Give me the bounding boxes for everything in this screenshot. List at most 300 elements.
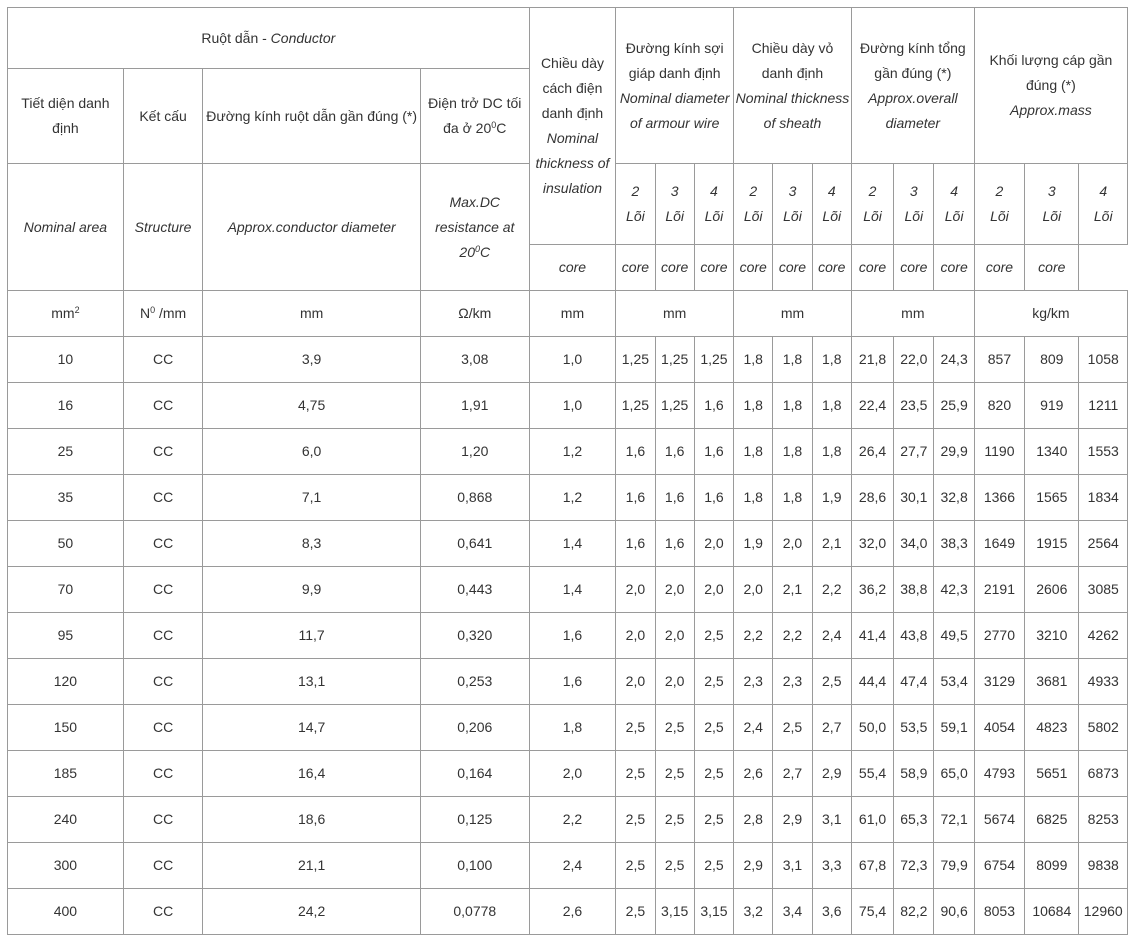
table-row	[8, 705, 1128, 751]
table-cell: 0,868	[420, 475, 529, 521]
table-cell: 2,5	[616, 705, 655, 751]
table-cell: 2,0	[616, 567, 655, 613]
overall-header	[851, 8, 974, 164]
unit-overall: mm	[851, 291, 974, 337]
table-row	[8, 797, 1128, 843]
table-cell: 2,0	[655, 567, 694, 613]
table-cell: 0,320	[420, 613, 529, 659]
core-num: 4	[950, 183, 959, 199]
table-cell: 27,7	[894, 429, 934, 475]
table-cell: 2,5	[694, 659, 733, 705]
table-cell: 43,8	[894, 613, 934, 659]
table-cell: 2,2	[529, 797, 616, 843]
table-cell: 25	[8, 429, 124, 475]
table-cell: 10684	[1025, 889, 1079, 935]
table-cell: 3,15	[694, 889, 733, 935]
sheath-header	[734, 8, 852, 164]
core-num: 4	[827, 183, 836, 199]
table-cell: 1,6	[694, 475, 733, 521]
table-cell: 857	[974, 337, 1024, 383]
table-cell: 6,0	[203, 429, 421, 475]
sheath-core-2	[734, 164, 773, 245]
table-cell: 0,641	[420, 521, 529, 567]
core-vi: Lõi	[1093, 208, 1113, 224]
core-num: 2	[868, 183, 877, 199]
table-row	[8, 659, 1128, 705]
table-cell: 55,4	[851, 751, 893, 797]
table-cell: 4793	[974, 751, 1024, 797]
table-cell: 1,6	[694, 383, 733, 429]
table-cell: 2,5	[694, 797, 733, 843]
conductor-diameter-en: Approx.conductor diameter	[203, 164, 421, 291]
table-cell: 2,7	[773, 751, 812, 797]
table-cell: 2,2	[812, 567, 851, 613]
sheath-core-2-en: core	[694, 245, 733, 291]
table-cell: 2,5	[655, 843, 694, 889]
table-cell: 1,8	[734, 383, 773, 429]
sheath-core-3	[773, 164, 812, 245]
table-cell: 32,8	[934, 475, 974, 521]
table-cell: 1,25	[616, 383, 655, 429]
sheath-core-4	[812, 164, 851, 245]
table-cell: 2770	[974, 613, 1024, 659]
table-cell: 65,0	[934, 751, 974, 797]
table-cell: 3,1	[773, 843, 812, 889]
overall-core-3-en: core	[851, 245, 893, 291]
table-cell: 1058	[1079, 337, 1128, 383]
insulation-vi: Chiều dày cách điện danh định	[540, 55, 604, 121]
armour-core-3	[655, 164, 694, 245]
table-row	[8, 429, 1128, 475]
unit-insulation: mm	[529, 291, 616, 337]
table-cell: 1565	[1025, 475, 1079, 521]
table-cell: 50,0	[851, 705, 893, 751]
table-cell: 28,6	[851, 475, 893, 521]
table-cell: 23,5	[894, 383, 934, 429]
sheath-en: Nominal thickness of sheath	[735, 89, 850, 131]
table-cell: 1,25	[655, 383, 694, 429]
table-cell: 2,6	[734, 751, 773, 797]
table-cell: CC	[123, 889, 203, 935]
table-cell: 3,4	[773, 889, 812, 935]
armour-core-2-en: core	[529, 245, 616, 291]
table-row	[8, 383, 1128, 429]
table-cell: 18,6	[203, 797, 421, 843]
table-cell: 2,2	[773, 613, 812, 659]
table-cell: 2,2	[734, 613, 773, 659]
table-row	[8, 567, 1128, 613]
table-cell: 2,5	[773, 705, 812, 751]
table-cell: 3085	[1079, 567, 1128, 613]
table-cell: CC	[123, 659, 203, 705]
dc-resistance-en	[420, 164, 529, 291]
table-cell: 8253	[1079, 797, 1128, 843]
table-cell: 53,4	[934, 659, 974, 705]
mass-core-4	[1079, 164, 1128, 245]
unit-structure	[123, 291, 203, 337]
table-cell: 1,6	[616, 521, 655, 567]
table-cell: 0,100	[420, 843, 529, 889]
table-cell: 58,9	[894, 751, 934, 797]
armour-header	[616, 8, 734, 164]
core-num: 3	[670, 183, 679, 199]
table-cell: 2,9	[773, 797, 812, 843]
table-cell: 1834	[1079, 475, 1128, 521]
table-cell: 21,1	[203, 843, 421, 889]
table-cell: 1,6	[694, 429, 733, 475]
table-cell: 2,4	[812, 613, 851, 659]
table-cell: 1,8	[773, 383, 812, 429]
mass-core-4-en: core	[1025, 245, 1079, 291]
table-cell: 1,4	[529, 521, 616, 567]
table-cell: 2,3	[773, 659, 812, 705]
table-cell: CC	[123, 521, 203, 567]
table-cell: 0,125	[420, 797, 529, 843]
table-cell: 72,3	[894, 843, 934, 889]
core-vi: Lõi	[904, 208, 924, 224]
table-cell: 22,4	[851, 383, 893, 429]
overall-core-2-en: core	[812, 245, 851, 291]
table-cell: 2,3	[734, 659, 773, 705]
table-cell: 2,5	[655, 797, 694, 843]
table-cell: 2,1	[812, 521, 851, 567]
core-vi: Lõi	[944, 208, 964, 224]
table-cell: 120	[8, 659, 124, 705]
table-cell: 9,9	[203, 567, 421, 613]
table-cell: 2,5	[812, 659, 851, 705]
table-cell: 2606	[1025, 567, 1079, 613]
table-cell: CC	[123, 383, 203, 429]
unit-resistance: Ω/km	[420, 291, 529, 337]
table-cell: 1,8	[812, 429, 851, 475]
overall-vi: Đường kính tổng gần đúng (*)	[859, 39, 966, 81]
unit-area	[8, 291, 124, 337]
table-cell: 3,15	[655, 889, 694, 935]
sheath-core-4-en: core	[773, 245, 812, 291]
table-cell: 0,0778	[420, 889, 529, 935]
table-cell: 2,6	[529, 889, 616, 935]
table-cell: 42,3	[934, 567, 974, 613]
table-cell: 1,6	[655, 475, 694, 521]
sheath-core-3-en: core	[734, 245, 773, 291]
table-cell: 0,253	[420, 659, 529, 705]
table-row	[8, 751, 1128, 797]
table-row	[8, 337, 1128, 383]
table-cell: 2,0	[616, 659, 655, 705]
dc-en-line: Max.DC resistance at	[435, 193, 515, 235]
table-cell: 3681	[1025, 659, 1079, 705]
table-cell: 11,7	[203, 613, 421, 659]
core-num: 3	[788, 183, 797, 199]
table-row	[8, 475, 1128, 521]
armour-core-3-en: core	[616, 245, 655, 291]
unit-structure-pre: N	[139, 305, 151, 321]
table-cell: 2,1	[773, 567, 812, 613]
table-cell: 75,4	[851, 889, 893, 935]
mass-vi: Khối lượng cáp gần đúng (*)	[989, 52, 1113, 93]
table-cell: 4054	[974, 705, 1024, 751]
table-cell: 1,0	[529, 337, 616, 383]
table-cell: 6825	[1025, 797, 1079, 843]
table-cell: 2,0	[529, 751, 616, 797]
armour-core-2	[616, 164, 655, 245]
table-cell: 65,3	[894, 797, 934, 843]
table-cell: 38,3	[934, 521, 974, 567]
table-cell: 2,5	[655, 751, 694, 797]
table-cell: 3,08	[420, 337, 529, 383]
table-cell: 1,8	[734, 475, 773, 521]
table-cell: 41,4	[851, 613, 893, 659]
table-cell: 30,1	[894, 475, 934, 521]
table-cell: 1,8	[812, 337, 851, 383]
core-vi: Lõi	[626, 208, 645, 224]
units-row	[8, 291, 1128, 337]
table-cell: 1,8	[773, 337, 812, 383]
table-cell: 1,6	[529, 659, 616, 705]
structure-en: Structure	[123, 164, 203, 291]
table-cell: 2,0	[655, 613, 694, 659]
table-cell: 2,0	[694, 521, 733, 567]
table-cell: 79,9	[934, 843, 974, 889]
unit-structure-sup: 0	[150, 305, 156, 315]
table-cell: 9838	[1079, 843, 1128, 889]
table-cell: 2,5	[655, 705, 694, 751]
table-cell: 1,9	[812, 475, 851, 521]
table-cell: CC	[123, 475, 203, 521]
table-cell: 70	[8, 567, 124, 613]
table-cell: 82,2	[894, 889, 934, 935]
armour-vi: Đường kính sợi giáp danh định	[625, 39, 724, 81]
mass-header	[974, 8, 1127, 164]
core-vi: Lõi	[704, 208, 724, 224]
unit-armour: mm	[616, 291, 734, 337]
table-cell: 47,4	[894, 659, 934, 705]
table-cell: 1915	[1025, 521, 1079, 567]
table-row	[8, 521, 1128, 567]
table-cell: 8053	[974, 889, 1024, 935]
core-num: 2	[631, 183, 640, 199]
table-cell: 1,91	[420, 383, 529, 429]
overall-core-4	[934, 164, 974, 245]
unit-mass: kg/km	[974, 291, 1127, 337]
table-cell: CC	[123, 337, 203, 383]
table-cell: 1,0	[529, 383, 616, 429]
table-cell: 1,2	[529, 475, 616, 521]
table-cell: 16	[8, 383, 124, 429]
table-cell: 0,164	[420, 751, 529, 797]
table-cell: 2,5	[694, 751, 733, 797]
table-cell: 0,443	[420, 567, 529, 613]
dc-en-post: C	[480, 243, 491, 260]
table-cell: 21,8	[851, 337, 893, 383]
table-cell: 26,4	[851, 429, 893, 475]
table-cell: 59,1	[934, 705, 974, 751]
table-cell: 2,0	[655, 659, 694, 705]
dc-en-sup: 0	[474, 243, 480, 254]
table-cell: 38,8	[894, 567, 934, 613]
table-cell: 1190	[974, 429, 1024, 475]
table-cell: 72,1	[934, 797, 974, 843]
table-cell: 1,8	[773, 475, 812, 521]
mass-core-3	[1025, 164, 1079, 245]
table-cell: 4,75	[203, 383, 421, 429]
core-num: 2	[749, 183, 758, 199]
armour-core-4-en: core	[655, 245, 694, 291]
table-cell: 1,8	[734, 429, 773, 475]
table-cell: CC	[123, 613, 203, 659]
table-cell: 1,25	[694, 337, 733, 383]
table-cell: 240	[8, 797, 124, 843]
table-cell: 24,2	[203, 889, 421, 935]
table-cell: 2191	[974, 567, 1024, 613]
table-cell: 2,5	[616, 889, 655, 935]
table-cell: 2,9	[812, 751, 851, 797]
table-cell: 34,0	[894, 521, 934, 567]
armour-core-4	[694, 164, 733, 245]
table-cell: 3210	[1025, 613, 1079, 659]
table-cell: 1,8	[734, 337, 773, 383]
table-cell: 2,9	[734, 843, 773, 889]
table-cell: 1,4	[529, 567, 616, 613]
table-cell: 67,8	[851, 843, 893, 889]
table-cell: 10	[8, 337, 124, 383]
table-cell: 185	[8, 751, 124, 797]
insulation-header	[529, 8, 616, 245]
core-vi: Lõi	[1042, 208, 1062, 224]
table-cell: 1,25	[655, 337, 694, 383]
table-cell: 36,2	[851, 567, 893, 613]
table-cell: 2,5	[694, 613, 733, 659]
core-vi: Lõi	[822, 208, 842, 224]
table-cell: 7,1	[203, 475, 421, 521]
table-cell: 95	[8, 613, 124, 659]
table-cell: 8,3	[203, 521, 421, 567]
table-cell: 1553	[1079, 429, 1128, 475]
table-cell: 3,6	[812, 889, 851, 935]
table-cell: 1,6	[655, 429, 694, 475]
table-row	[8, 889, 1128, 935]
data-rows	[8, 337, 1128, 935]
insulation-en: Nominal thickness of insulation	[535, 130, 610, 196]
core-num: 2	[995, 183, 1004, 199]
overall-core-3	[894, 164, 934, 245]
table-cell: 6873	[1079, 751, 1128, 797]
unit-conductor-diameter: mm	[203, 291, 421, 337]
table-cell: 2,5	[616, 751, 655, 797]
table-cell: CC	[123, 567, 203, 613]
table-cell: 6754	[974, 843, 1024, 889]
structure-vi: Kết cấu	[123, 69, 203, 164]
table-cell: 4823	[1025, 705, 1079, 751]
unit-area-sup: 2	[74, 305, 80, 315]
core-vi: Lõi	[783, 208, 802, 224]
table-cell: 2,5	[694, 705, 733, 751]
table-cell: 1,6	[529, 613, 616, 659]
core-vi: Lõi	[743, 208, 763, 224]
table-cell: 2,5	[616, 843, 655, 889]
table-cell: 2,0	[773, 521, 812, 567]
dc-vi-sup: 0	[491, 120, 497, 130]
core-vi: Lõi	[863, 208, 882, 224]
overall-core-4-en: core	[894, 245, 934, 291]
table-cell: 50	[8, 521, 124, 567]
nominal-area-vi: Tiết diện danh định	[8, 69, 124, 164]
dc-vi-post: C	[496, 120, 507, 136]
mass-core-3-en: core	[974, 245, 1024, 291]
table-cell: 4933	[1079, 659, 1128, 705]
table-cell: 1649	[974, 521, 1024, 567]
table-cell: 919	[1025, 383, 1079, 429]
table-cell: 2,5	[616, 797, 655, 843]
table-cell: 13,1	[203, 659, 421, 705]
table-cell: CC	[123, 797, 203, 843]
unit-area-text: mm	[51, 305, 75, 321]
table-cell: 300	[8, 843, 124, 889]
table-cell: 2,7	[812, 705, 851, 751]
table-cell: 44,4	[851, 659, 893, 705]
table-cell: 24,3	[934, 337, 974, 383]
dc-resistance-vi	[420, 69, 529, 164]
table-cell: 3,3	[812, 843, 851, 889]
table-cell: CC	[123, 751, 203, 797]
overall-en: Approx.overall diameter	[868, 89, 958, 131]
core-vi: Lõi	[665, 208, 684, 224]
table-cell: 14,7	[203, 705, 421, 751]
conductor-vi: Ruột dẫn -	[201, 29, 271, 46]
conductor-group-header	[8, 8, 530, 69]
table-cell: 32,0	[851, 521, 893, 567]
table-cell: CC	[123, 705, 203, 751]
core-num: 3	[1047, 183, 1056, 199]
dc-vi-pre: Điện trở DC tối đa ở 20	[428, 95, 522, 136]
table-cell: 2564	[1079, 521, 1128, 567]
table-cell: 4262	[1079, 613, 1128, 659]
table-cell: 400	[8, 889, 124, 935]
table-cell: 1,6	[655, 521, 694, 567]
cable-spec-table	[7, 7, 1128, 935]
table-cell: 1,8	[773, 429, 812, 475]
table-cell: 49,5	[934, 613, 974, 659]
dc-en-temp	[422, 240, 528, 265]
armour-en: Nominal diameter of armour wire	[619, 89, 730, 131]
core-vi: Lõi	[990, 208, 1009, 224]
table-cell: 2,0	[734, 567, 773, 613]
table-cell: 0,206	[420, 705, 529, 751]
mass-core-2-en: core	[934, 245, 974, 291]
mass-en: Approx.mass	[1010, 102, 1092, 118]
conductor-diameter-vi: Đường kính ruột dẫn gần đúng (*)	[203, 69, 421, 164]
table-cell: 2,4	[734, 705, 773, 751]
table-cell: 3,1	[812, 797, 851, 843]
table-cell: 5674	[974, 797, 1024, 843]
table-cell: 820	[974, 383, 1024, 429]
nominal-area-en: Nominal area	[8, 164, 124, 291]
core-num: 3	[909, 183, 918, 199]
table-cell: 1,2	[529, 429, 616, 475]
table-cell: 90,6	[934, 889, 974, 935]
table-cell: 2,0	[616, 613, 655, 659]
core-num: 4	[710, 183, 718, 199]
table-cell: 150	[8, 705, 124, 751]
table-cell: 5651	[1025, 751, 1079, 797]
table-cell: 8099	[1025, 843, 1079, 889]
unit-sheath: mm	[734, 291, 852, 337]
table-cell: 12960	[1079, 889, 1128, 935]
dc-en-val: 20	[459, 243, 475, 260]
table-cell: 1211	[1079, 383, 1128, 429]
table-cell: 3129	[974, 659, 1024, 705]
core-num: 4	[1099, 183, 1108, 199]
